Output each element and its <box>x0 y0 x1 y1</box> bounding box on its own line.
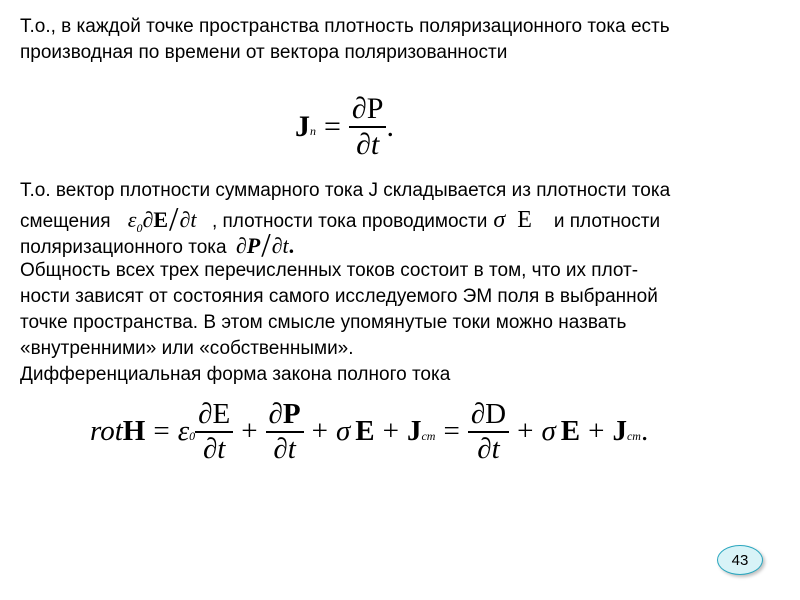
inline1-num: ∂E <box>142 207 169 232</box>
inline-displacement-current <box>127 201 202 238</box>
para1-text-conduction: , плотности тока проводимости <box>211 211 488 232</box>
para1-line-3 <box>20 227 295 264</box>
eq2-f3-num: ∂D <box>470 398 507 430</box>
para1-text-displacement: смещения <box>20 211 111 232</box>
inline1-slash: / <box>169 201 179 238</box>
eq1-period: . <box>386 109 394 143</box>
eq2-f3-den: ∂t <box>477 432 500 465</box>
eq2-sigma-2: σ <box>541 415 556 448</box>
eq2-E: E <box>355 415 375 448</box>
eq2-H: H <box>122 415 146 448</box>
eq1-lhs-sub: n <box>310 124 316 139</box>
eq1-lhs: J <box>295 109 310 143</box>
eq2-fraction-2 <box>266 398 304 466</box>
eq1-fraction <box>349 92 387 162</box>
inline-conduction-current <box>487 207 538 233</box>
inline2-sigma: σ <box>493 207 506 233</box>
eq2-equals-2: = <box>443 415 460 448</box>
inline3-den: ∂t <box>271 233 289 258</box>
eq2-plus-5: + <box>588 415 605 448</box>
para2-line-4: «внутренними» или «собственными». <box>20 338 354 359</box>
eq2-J: J <box>406 415 422 448</box>
eq2-eps-sub: 0 <box>189 429 196 444</box>
eq2-J-2: J <box>612 415 627 448</box>
eq2-J2-sub: cm <box>626 429 641 444</box>
inline1-eps: ε <box>127 207 137 232</box>
inline3-num: ∂P <box>235 233 261 258</box>
eq2-equals-1: = <box>153 415 170 448</box>
inline3-period: . <box>288 233 295 258</box>
para1-line-1: Т.о. вектор плотности суммарного тока J складывается из плотности тока <box>20 180 671 201</box>
eq1-numerator: ∂P <box>351 92 384 125</box>
para1-text-polarization: поляризационного тока <box>20 237 227 258</box>
eq2-eps: ε <box>177 415 190 448</box>
inline1-eps-sub: 0 <box>136 221 143 235</box>
eq2-f2-num: ∂P <box>268 398 301 430</box>
para2-line-2: ности зависят от состояния самого исследуемого ЭМ поля в выбранной <box>20 286 658 307</box>
eq2-rot: rot <box>90 415 123 448</box>
eq2-plus-3: + <box>382 415 399 448</box>
eq2-plus-1: + <box>241 415 258 448</box>
eq2-sigma: σ <box>335 415 351 448</box>
eq2-period: . <box>640 415 649 448</box>
inline3-slash: / <box>261 227 271 264</box>
intro-line-1: Т.о., в каждой точке пространства плотность поляризационного тока есть <box>20 16 670 37</box>
inline-polarization-current <box>235 227 295 264</box>
eq1-equals: = <box>324 109 341 143</box>
para2-line-1: Общность всех трех перечисленных токов состоит в том, что их плот- <box>20 260 639 281</box>
equation-total-current-law <box>90 398 648 466</box>
eq2-f1-num: ∂E <box>198 398 231 430</box>
inline2-vec: E <box>517 207 532 233</box>
page-number: 43 <box>731 551 749 569</box>
eq2-f2-den: ∂t <box>273 432 296 465</box>
eq1-denominator: ∂t <box>356 127 380 161</box>
eq2-plus-2: + <box>311 415 328 448</box>
eq2-J-sub: cm <box>421 429 436 444</box>
para1-text-and-density: и плотности <box>553 211 661 232</box>
para2-line-3: точке пространства. В этом смысле упомянутые токи можно назвать <box>20 312 627 333</box>
eq2-f1-den: ∂t <box>202 432 226 465</box>
para3-line-1: Дифференциальная форма закона полного тока <box>20 364 451 385</box>
equation-polarization-current <box>295 92 394 162</box>
eq2-plus-4: + <box>517 415 534 448</box>
inline1-den: ∂t <box>179 207 197 232</box>
eq2-fraction-3 <box>468 398 509 466</box>
eq2-fraction-1 <box>195 398 233 466</box>
page-number-badge <box>717 545 763 575</box>
intro-line-2: производная по времени от вектора поляризованности <box>20 42 508 63</box>
eq2-E-2: E <box>560 415 581 448</box>
